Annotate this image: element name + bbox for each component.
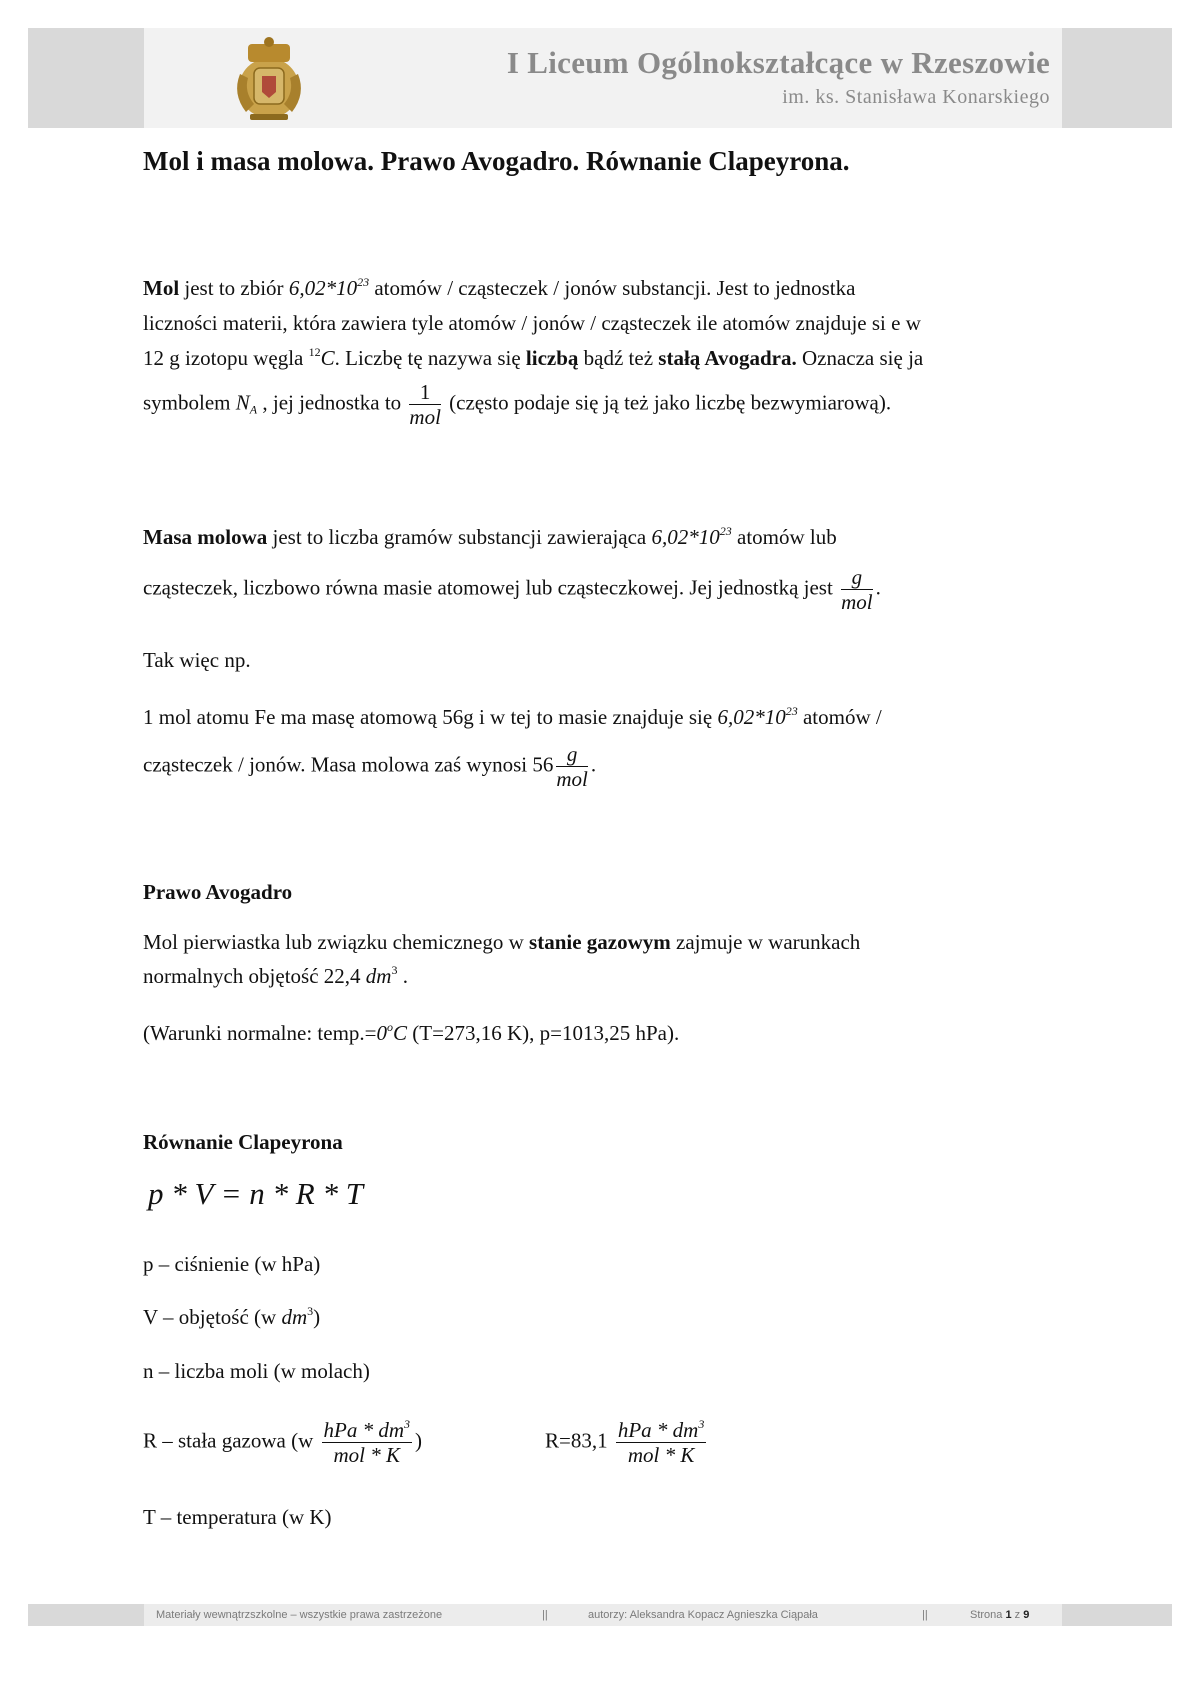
- bold-term: stałą Avogadra.: [658, 346, 797, 370]
- mol-line-2: liczności materii, która zawiera tyle atomów / jonów / cząsteczek ile atomów znajduje si e w: [143, 311, 921, 335]
- footer-band: [28, 1604, 1172, 1626]
- text: (często podaje się ją też jako liczbę bezwymiarową).: [443, 390, 892, 415]
- numerator: [322, 1418, 413, 1443]
- school-crest-icon: [226, 34, 312, 122]
- text: cząsteczek / jonów. Masa molowa zaś wynosi 56: [143, 752, 554, 777]
- unit: dm: [365, 964, 392, 988]
- text: .: [875, 575, 881, 600]
- avogadro-number: [652, 525, 732, 549]
- avogadro-number: [717, 705, 797, 729]
- text: atomów /: [797, 705, 882, 729]
- exponent: 23: [719, 524, 732, 538]
- fraction: [322, 1418, 413, 1467]
- text: , jej jednostka to: [257, 390, 407, 415]
- text: .: [397, 964, 408, 988]
- text: ): [415, 1428, 423, 1453]
- text: z: [1011, 1609, 1024, 1621]
- text: bądź też: [578, 346, 659, 370]
- isotope-mass: 12: [308, 345, 321, 359]
- masa-line-2: [143, 565, 881, 614]
- masa-line-3: Tak więc np.: [143, 648, 251, 672]
- denominator: mol: [409, 405, 441, 429]
- text: Strona: [970, 1609, 1006, 1621]
- exponent: 3: [307, 1304, 314, 1318]
- text: jest to liczba gramów substancji zawierająca: [267, 525, 652, 549]
- mol-line-3: [143, 341, 923, 375]
- masa-line-1: [143, 520, 837, 554]
- text: hPa * dm: [323, 1418, 405, 1442]
- numerator: [616, 1418, 707, 1443]
- text: (T=273,16 K), p=1013,25 hPa).: [407, 1021, 680, 1045]
- page-total: 9: [1023, 1609, 1030, 1621]
- avogadro-line-3: [143, 1016, 679, 1050]
- fraction: [616, 1418, 707, 1467]
- footer-rights: Materiały wewnątrzszkolne – wszystkie prawa zastrzeżone: [156, 1609, 443, 1621]
- text: atomów lub: [731, 525, 837, 549]
- text: hPa * dm: [617, 1418, 699, 1442]
- text: normalnych objętość 22,4: [143, 964, 366, 988]
- v-definition: [143, 1300, 320, 1334]
- text: 12 g izotopu węgla: [143, 346, 309, 370]
- text: R – stała gazowa (w: [143, 1428, 319, 1453]
- avogadro-heading: Prawo Avogadro: [143, 880, 293, 904]
- mol-line-4: [143, 380, 891, 429]
- r-definition: [143, 1418, 422, 1467]
- bold-term: liczbą: [525, 346, 579, 370]
- numerator: g: [841, 565, 873, 590]
- text: atomów / cząsteczek / jonów substancji. Jest to jednostka: [369, 276, 856, 300]
- footer-separator: ||: [922, 1609, 928, 1621]
- header-band: [28, 28, 1172, 128]
- denominator: mol: [556, 767, 588, 791]
- page-current: 1: [1005, 1609, 1012, 1621]
- isotope-symbol: C: [320, 346, 335, 370]
- mol-line-1: [143, 271, 855, 305]
- exponent: 23: [785, 704, 798, 718]
- text: zajmuje w warunkach: [670, 930, 861, 954]
- school-name: I Liceum Ogólnokształcące w Rzeszowie: [506, 45, 1050, 80]
- symbol: N: [235, 390, 250, 415]
- numerator: 1: [409, 380, 441, 405]
- value: 0: [376, 1021, 388, 1045]
- header-panel: [144, 28, 1062, 128]
- text: Oznacza się ja: [796, 346, 924, 370]
- text: 6,02*10: [651, 525, 720, 549]
- footer-page-number: [970, 1604, 1029, 1626]
- subscript: A: [249, 402, 258, 417]
- fraction: [841, 565, 873, 614]
- footer-authors: autorzy: Aleksandra Kopacz Agnieszka Ciąpała: [588, 1609, 818, 1621]
- fraction: [409, 380, 441, 429]
- masa-line-5: [143, 742, 596, 791]
- text: (Warunki normalne: temp.=: [143, 1021, 377, 1045]
- text: . Liczbę tę nazywa się: [334, 346, 526, 370]
- text: V – objętość (w: [143, 1305, 282, 1329]
- text: 6,02*10: [717, 705, 786, 729]
- degree: o: [387, 1020, 394, 1034]
- footer-separator: ||: [542, 1609, 548, 1621]
- text: Mol pierwiastka lub związku chemicznego w: [143, 930, 530, 954]
- p-definition: p – ciśnienie (w hPa): [143, 1252, 321, 1276]
- masa-line-4: [143, 700, 882, 734]
- clapeyron-heading: Równanie Clapeyrona: [143, 1130, 343, 1154]
- text: cząsteczek, liczbowo równa masie atomowej lub cząsteczkowej. Jej jednostką jest: [143, 575, 839, 600]
- unit: C: [393, 1021, 408, 1045]
- denominator: mol * K: [333, 1443, 401, 1467]
- exponent: 3: [391, 963, 398, 977]
- text: 1 mol atomu Fe ma masę atomową 56g i w tej to masie znajduje się: [143, 705, 718, 729]
- page-title: Mol i masa molowa. Prawo Avogadro. Równanie Clapeyrona.: [143, 146, 850, 176]
- denominator: mol * K: [627, 1443, 695, 1467]
- text: jest to zbiór: [179, 276, 289, 300]
- t-definition: T – temperatura (w K): [143, 1505, 332, 1529]
- text: symbolem: [143, 390, 236, 415]
- numerator: g: [556, 742, 588, 767]
- exponent: 3: [404, 1417, 411, 1431]
- n-definition: n – liczba moli (w molach): [143, 1359, 370, 1383]
- exponent: 3: [698, 1417, 705, 1431]
- denominator: mol: [841, 590, 873, 614]
- fraction: [556, 742, 588, 791]
- avogadro-line-1: [143, 925, 860, 959]
- avogadro-line-2: [143, 959, 408, 993]
- mol-term: Mol: [143, 276, 180, 300]
- masa-term: Masa molowa: [143, 525, 268, 549]
- footer-panel: [144, 1604, 1062, 1626]
- text: ): [313, 1305, 321, 1329]
- text: 6,02*10: [288, 276, 358, 300]
- r-value: [545, 1418, 709, 1467]
- bold-term: stanie gazowym: [529, 930, 671, 954]
- clapeyron-formula: p * V = n * R * T: [148, 1176, 363, 1211]
- text: .: [590, 752, 597, 777]
- exponent: 23: [357, 275, 370, 289]
- unit: dm: [281, 1305, 308, 1329]
- temperature: [377, 1021, 408, 1045]
- school-subtitle: im. ks. Stanisława Konarskiego: [782, 86, 1050, 108]
- avogadro-number: [289, 276, 369, 300]
- text: R=83,1: [545, 1428, 613, 1453]
